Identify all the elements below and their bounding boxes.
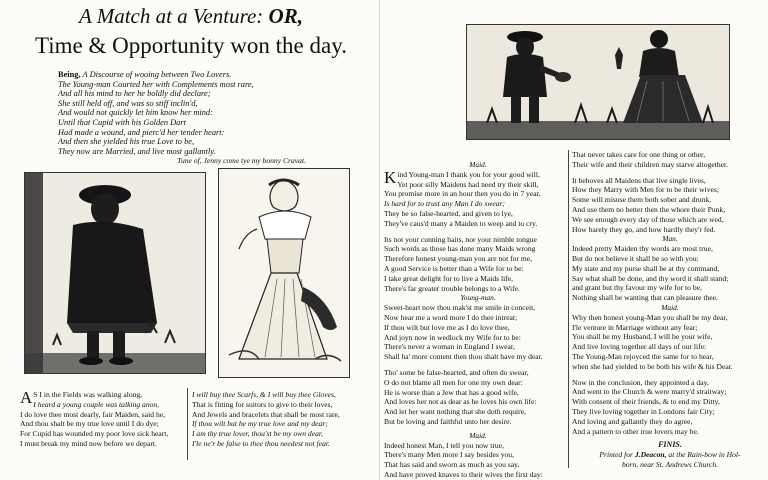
tune-line: Tune of, Jenny come tye my bonny Cravat.	[177, 156, 306, 166]
woodcut-lady-image	[218, 168, 350, 378]
right-column-1: Maid. Kind Young-man I thank you for your good will, Yet poor silly Maidens had need try their skill, You promise more in an hour then you do in 7 year, Is hard for to trust any Man I do swear; They be so false-hearted, and given to lye, They've caus'd many a Maiden to weep and to cry. Its not your cunning baits, nor your nimble tongue Such words as those has done many Maids wrong Therefore honest young-man you are not for me, A good Service is better than a Wife for to be: I take great delight for to live a Maids life, There's far greater trouble belongs to a Wife. Young-man. Sweet-heart now thou mak'st me smile in conceit, Now hear me a word more I do thee intreat; If thou wilt but love me as I do love thee, And joyn now in wedlock my Wife for to be: There's never a woman in England I swear, Shall ha' more content then thou shalt have my dear. Tho' some be false-hearted, and often do swear, O do not blame all men for one my own dear: He is worse than a Jew that has a good wife, And loves her not as dear as he loves his own life: And let her want nothing that she doth require, But be loving and faithful unto her desire. Maid. Indeed honest Man, I tell you now true, There's many Men more I say besides you, That has said and sworn as much as you say, And have proved knaves to their wives the first day:	[384, 160, 543, 479]
woodcut-man-image	[24, 172, 206, 374]
left-column-2: I will buy thee Scarfs, & I will buy thee Gloves, That is fitting for suitors to give to their loves, And Jewels and bracelets that shall be most rare, If thou wilt but be my true love and my dear; I am thy true lover, thou'st be my own dear, I'le ne'r be false to thee thou needest not fear.	[192, 390, 340, 448]
imprint-line-1: Printed for J.Deacon, at the Rain-bow in Hol-	[599, 450, 741, 460]
column-divider	[187, 388, 188, 460]
ballad-title-line-1: A Match at a Venture: OR,	[79, 4, 303, 28]
right-column-2: That never takes care for one thing or other, Their wife and their children may starve altogether. It behoves all Maidens that live single lives, How they Marry with Men for to be their wives; Some will misuse them both sober and drunk, And use them no better then the whore their Punk, We see enough every day of those which are wed, How barely they go, and how hardly they'r fed. Man. Indeed pretty Maiden thy words are most true, But do not believe it shall be so with you: My state and my purse shall be at thy command, Say what shall be done, and thy word it shall stand; and grant but thy favour my wife for to be, Nothing shall be wanting that can pleasure thee. Maid. Why then honest young-Man you shall be my dear, I'le venture in Marriage without any fear; You shall be my Husband, I will be your wife, And live loving together all days of our life: The Young-Man rejoyced the same for to hear, when she had yielded to be both his wife & his Dear. Now in the conclusion, they appointed a day, And went to the Church & were marry'd straitway; With consent of their friends, & to end my Ditty, They live loving together in Londons fair City; And loving and gallantly they do agree, And a pattern to other true lovers may be. FINIS. Printed for J.Deacon, at the Rain-bow in Hol- born, near St. Andrews Church.	[572, 150, 768, 470]
ballad-intro: Being, A Discourse of wooing between Two Lovers. The Young-man Courted her with Complements most rare, And all his mind to her he boldly did declare; She still held off, and was so stiff inclin'd, And would not quickly let him know her mind: Until that Cupid with his Golden Dart Had made a wound, and pierc'd her tender heart: And then she yielded his true Love to be, They now are Married, and live most gallantly. Tune of, Jenny come tye my bonny Cravat.	[58, 70, 358, 166]
right-page	[379, 0, 768, 480]
left-page	[0, 0, 379, 480]
imprint-line-2: born, near St. Andrews Church.	[621, 459, 719, 469]
column-divider	[568, 150, 569, 468]
ballad-title-line-2: Time & Opportunity won the day.	[35, 33, 347, 58]
woodcut-couple-image	[466, 24, 730, 140]
finis-label: FINIS.	[658, 440, 682, 450]
left-column-1: A S I in the Fields was walking along, I heard a young couple was talking anon, I do love thee most dearly, fair Maiden, said he, And thou shalt be my true love until I do dye; For Cupid has wounded my poor love sick heart, I must break my mind now before we depart.	[20, 388, 169, 448]
